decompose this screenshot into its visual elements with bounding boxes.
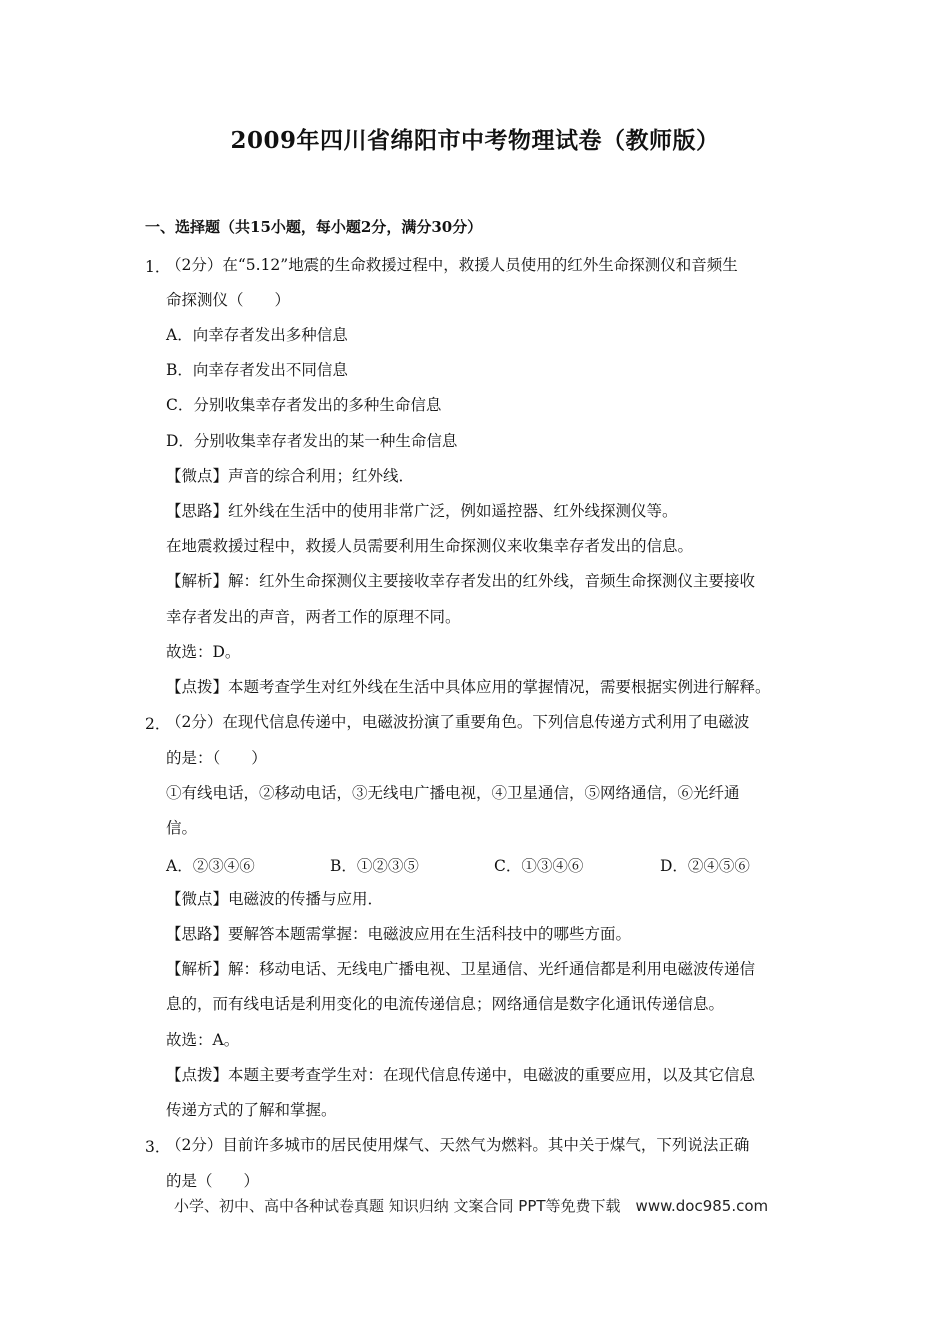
q3-stem-line1: （2分）目前许多城市的居民使用煤气、天然气为燃料。其中关于煤气，下列说法正确	[166, 1136, 750, 1154]
footer-promo-text: 小学、初中、高中各种试卷真题 知识归纳 文案合同 PPT等免费下载 www.doc985.com	[174, 1197, 769, 1215]
q2-idea: 【思路】要解答本题需掌握：电磁波应用在生活科技中的哪些方面。	[166, 925, 632, 943]
q2-stem-line3: ①有线电话，②移动电话，③无线电广播电视，④卫星通信，⑤网络通信，⑥光纤通	[166, 784, 740, 802]
q1-tip: 【点拨】本题考查学生对红外线在生活中具体应用的掌握情况，需要根据实例进行解释。	[166, 678, 771, 696]
q1-stem-line1: （2分）在“5.12”地震的生命救援过程中，救援人员使用的红外生命探测仪和音频生	[166, 256, 738, 274]
section-heading: 一、选择题（共15小题，每小题2分，满分30分）	[145, 218, 483, 236]
q3-number: 3．	[145, 1138, 171, 1156]
q1-option-d: D．分别收集幸存者发出的某一种生命信息	[166, 432, 458, 450]
q2-number: 2．	[145, 715, 171, 733]
q2-tip-line2: 传递方式的了解和掌握。	[166, 1101, 337, 1119]
q2-option-b: B．①②③⑤	[330, 857, 419, 875]
q2-analysis-line1: 【解析】解：移动电话、无线电广播电视、卫星通信、光纤通信都是利用电磁波传递信	[166, 960, 756, 978]
q1-analysis-line2: 幸存者发出的声音，两者工作的原理不同。	[166, 608, 461, 626]
q1-option-b: B．向幸存者发出不同信息	[166, 361, 348, 379]
q1-analysis-line1: 【解析】解：红外生命探测仪主要接收幸存者发出的红外线，音频生命探测仪主要接收	[166, 572, 756, 590]
q2-option-c: C．①③④⑥	[494, 857, 584, 875]
q3-stem-line2: 的是（ ）	[166, 1172, 260, 1190]
q1-answer: 故选：D。	[166, 643, 241, 661]
q1-option-c: C．分别收集幸存者发出的多种生命信息	[166, 396, 442, 414]
q2-stem-line1: （2分）在现代信息传递中，电磁波扮演了重要角色。下列信息传递方式利用了电磁波	[166, 713, 750, 731]
q2-knowledge-point: 【微点】电磁波的传播与应用．	[166, 890, 384, 908]
document-title: 2009年四川省绵阳市中考物理试卷（教师版）	[230, 127, 720, 154]
q2-analysis-line2: 息的，而有线电话是利用变化的电流传递信息；网络通信是数字化通讯传递信息。	[166, 995, 725, 1013]
q1-idea-line2: 在地震救援过程中，救援人员需要利用生命探测仪来收集幸存者发出的信息。	[166, 537, 694, 555]
q1-stem-line2: 命探测仪（ ）	[166, 291, 291, 309]
q1-knowledge-point: 【微点】声音的综合利用；红外线．	[166, 467, 415, 485]
q1-idea-line1: 【思路】红外线在生活中的使用非常广泛，例如遥控器、红外线探测仪等。	[166, 502, 678, 520]
q2-answer: 故选：A。	[166, 1031, 240, 1049]
q2-option-a: A．②③④⑥	[166, 857, 255, 875]
q2-stem-line2: 的是：（ ）	[166, 749, 267, 767]
q2-stem-line4: 信。	[166, 819, 198, 837]
q2-tip-line1: 【点拨】本题主要考查学生对：在现代信息传递中，电磁波的重要应用，以及其它信息	[166, 1066, 756, 1084]
q1-option-a: A．向幸存者发出多种信息	[166, 326, 348, 344]
q1-number: 1．	[145, 258, 171, 276]
q2-option-d: D．②④⑤⑥	[660, 857, 750, 875]
q2-options-row	[166, 854, 750, 876]
